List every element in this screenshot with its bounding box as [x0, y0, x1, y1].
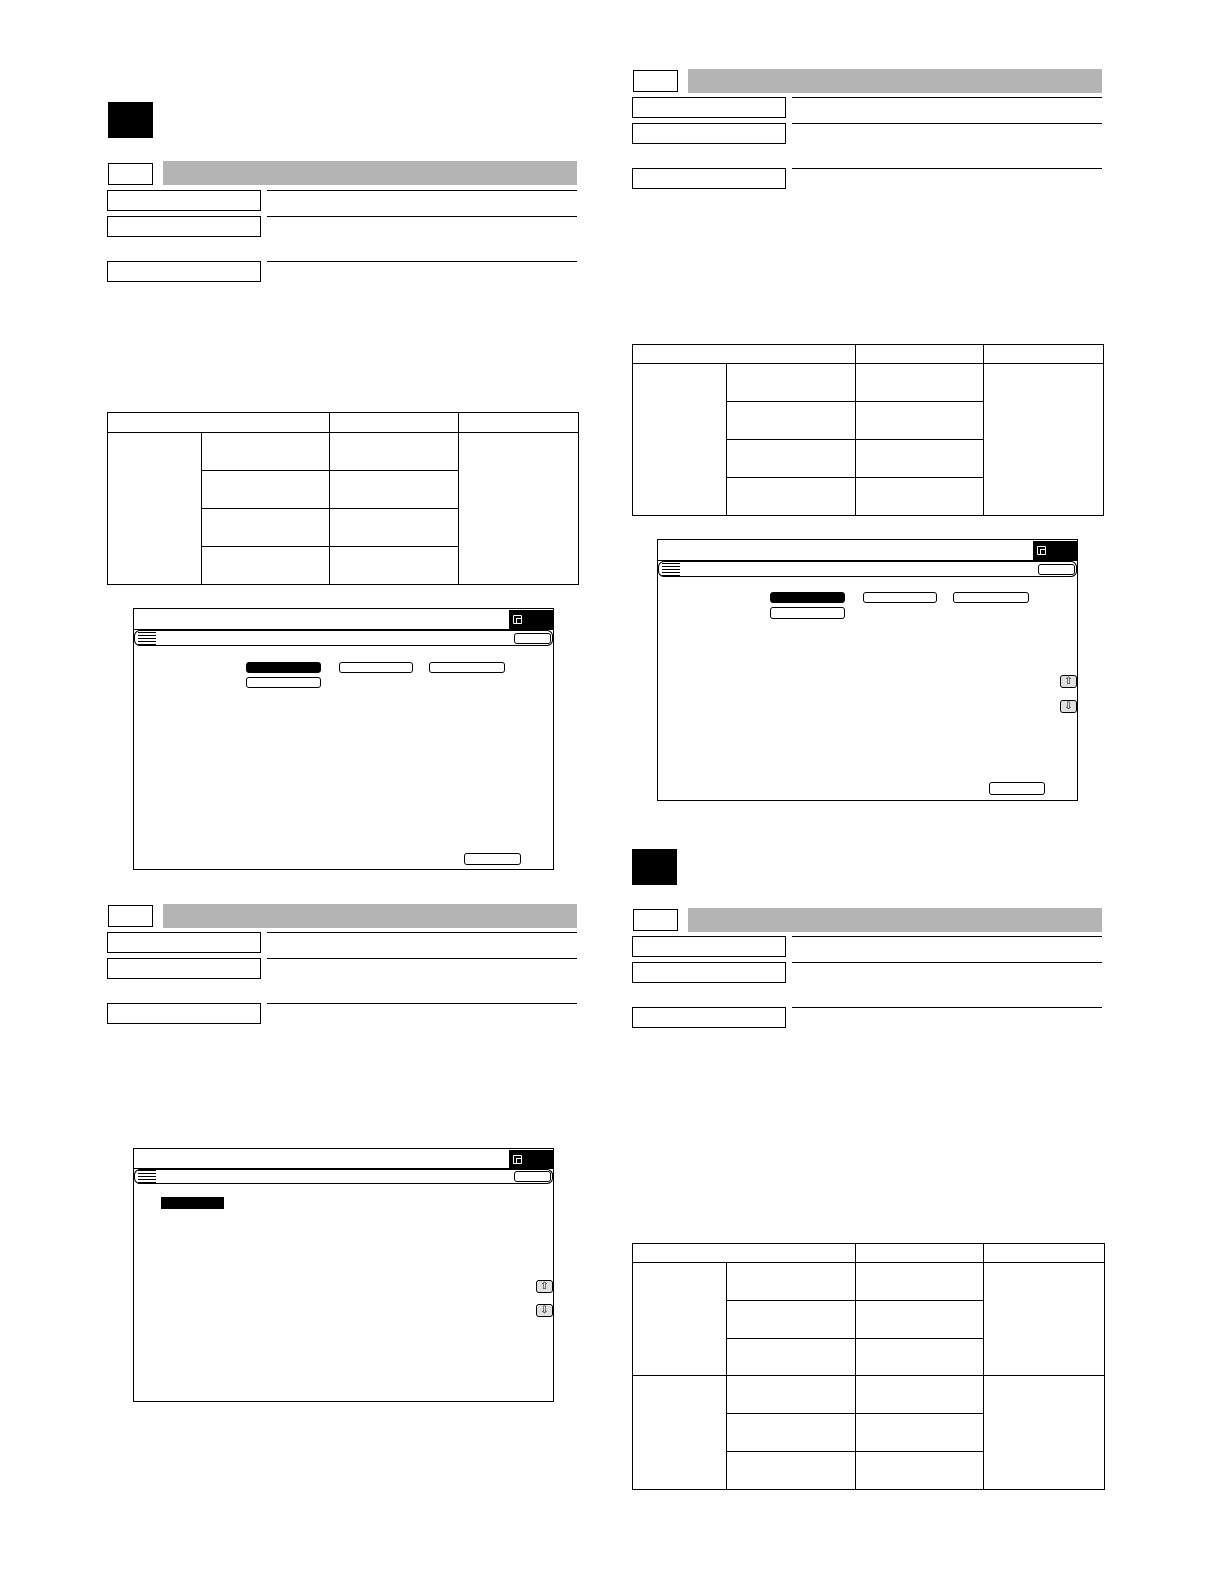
section-c-title-bar [688, 69, 1102, 93]
screen-ok-button[interactable] [514, 1171, 551, 1182]
screen-option-button[interactable] [770, 607, 845, 619]
screen-execute-button[interactable] [464, 853, 521, 865]
table-cell [633, 1263, 727, 1376]
screen-status-bar [134, 1149, 553, 1169]
screen-mockup-2 [133, 1148, 554, 1402]
table-cell [856, 1452, 984, 1490]
table-cell [202, 471, 330, 509]
section-a-field-1 [107, 190, 261, 211]
section-c-rule-3 [792, 168, 1102, 169]
table-1-header-cell [108, 413, 330, 433]
table-row [108, 433, 579, 471]
section-b-field-2 [107, 958, 261, 979]
chapter-marker-2 [632, 849, 677, 885]
table-cell [108, 433, 202, 585]
table-cell [727, 364, 856, 402]
screen-option-button[interactable] [339, 662, 413, 673]
copy-icon [513, 1155, 522, 1164]
section-d-code-box [633, 909, 678, 931]
table-cell [727, 440, 856, 478]
table-3-header-row [633, 1244, 1105, 1263]
section-d-rule-1 [792, 936, 1102, 937]
section-d-rule-3 [792, 1007, 1102, 1008]
section-a-field-3 [107, 261, 261, 282]
section-d-rule-2 [792, 962, 1102, 963]
section-a-field-2 [107, 216, 261, 237]
table-cell [727, 1263, 856, 1301]
table-cell [727, 1376, 856, 1414]
section-b-field-1 [107, 932, 261, 953]
table-cell [633, 364, 727, 516]
section-c-field-3 [632, 168, 786, 189]
screen-option-button-selected[interactable] [246, 662, 321, 673]
table-3-header-cell [856, 1244, 984, 1263]
screen-title-strip [658, 561, 1077, 577]
menu-icon[interactable] [662, 563, 680, 577]
screen-status-bar [134, 609, 553, 630]
menu-icon[interactable] [138, 1170, 156, 1184]
table-cell [856, 1414, 984, 1452]
table-cell [856, 364, 984, 402]
table-cell [330, 509, 459, 547]
table-2-header-row [633, 345, 1104, 364]
menu-icon[interactable] [138, 632, 156, 646]
table-3-header-cell [633, 1244, 856, 1263]
table-cell [856, 440, 984, 478]
screen-ok-button[interactable] [1038, 564, 1075, 575]
screen-option-button[interactable] [953, 592, 1029, 603]
table-row [633, 1263, 1105, 1301]
screen-option-button[interactable] [246, 677, 321, 688]
section-b-rule-3 [267, 1003, 577, 1004]
table-cell [856, 402, 984, 440]
screen-status-bar [658, 540, 1077, 561]
screen-option-button-selected[interactable] [770, 592, 845, 603]
copy-icon [513, 615, 522, 624]
section-c-field-1 [632, 97, 786, 118]
table-3-header-cell [984, 1244, 1105, 1263]
table-cell [856, 478, 984, 516]
table-cell [984, 364, 1104, 516]
table-cell [856, 1263, 984, 1301]
screen-title-strip [134, 1169, 553, 1184]
section-a-code-box [108, 163, 153, 185]
table-cell [727, 402, 856, 440]
down-arrow-icon[interactable]: ⇩ [536, 1304, 553, 1317]
table-row [633, 1376, 1105, 1414]
section-d-field-2 [632, 962, 786, 983]
table-cell [330, 471, 459, 509]
table-2-header-cell [633, 345, 856, 364]
section-c-field-2 [632, 123, 786, 144]
table-2-header-cell [984, 345, 1104, 364]
table-cell [727, 1339, 856, 1376]
table-cell [330, 433, 459, 471]
table-row [633, 364, 1104, 402]
section-a-rule-1 [267, 190, 577, 191]
copy-icon [1037, 546, 1046, 555]
section-c-code-box [633, 70, 678, 92]
table-2 [632, 344, 1104, 516]
table-cell [633, 1376, 727, 1490]
table-cell [202, 547, 330, 585]
table-3 [632, 1243, 1105, 1490]
screen-mockup-3 [657, 539, 1078, 801]
table-cell [984, 1263, 1105, 1376]
section-a-rule-3 [267, 261, 577, 262]
section-d-field-1 [632, 936, 786, 957]
section-b-title-bar [163, 904, 577, 928]
table-cell [727, 478, 856, 516]
screen-corner-tab [509, 610, 553, 630]
table-1-header-cell [459, 413, 579, 433]
screen-option-button[interactable] [863, 592, 937, 603]
screen-ok-button[interactable] [514, 633, 551, 644]
screen-mockup-1 [133, 608, 554, 870]
table-cell [330, 547, 459, 585]
table-1-header-cell [330, 413, 459, 433]
chapter-marker-1 [108, 102, 153, 138]
up-arrow-icon[interactable]: ⇧ [1060, 675, 1077, 688]
section-d-title-bar [688, 908, 1102, 932]
section-b-rule-2 [267, 958, 577, 959]
screen-title-strip [134, 630, 553, 646]
section-a-rule-2 [267, 216, 577, 217]
table-cell [727, 1414, 856, 1452]
up-arrow-icon[interactable]: ⇧ [536, 1280, 553, 1293]
table-cell [202, 509, 330, 547]
section-b-code-box [108, 905, 153, 927]
section-b-field-3 [107, 1003, 261, 1024]
table-cell [202, 433, 330, 471]
table-2-header-cell [856, 345, 984, 364]
table-cell [984, 1376, 1105, 1490]
table-cell [727, 1301, 856, 1339]
down-arrow-icon[interactable]: ⇩ [1060, 700, 1077, 713]
table-cell [856, 1376, 984, 1414]
section-c-rule-1 [792, 97, 1102, 98]
table-cell [856, 1301, 984, 1339]
screen-corner-tab [1033, 541, 1077, 561]
screen-option-button[interactable] [429, 662, 505, 673]
table-cell [727, 1452, 856, 1490]
screen-corner-tab [509, 1150, 553, 1169]
screen-selected-item[interactable] [161, 1197, 224, 1209]
section-a-title-bar [163, 161, 577, 185]
table-1 [107, 412, 579, 585]
section-b-rule-1 [267, 932, 577, 933]
table-cell [459, 433, 579, 585]
screen-execute-button[interactable] [989, 782, 1045, 795]
table-cell [856, 1339, 984, 1376]
section-d-field-3 [632, 1007, 786, 1028]
section-c-rule-2 [792, 123, 1102, 124]
table-1-header-row [108, 413, 579, 433]
